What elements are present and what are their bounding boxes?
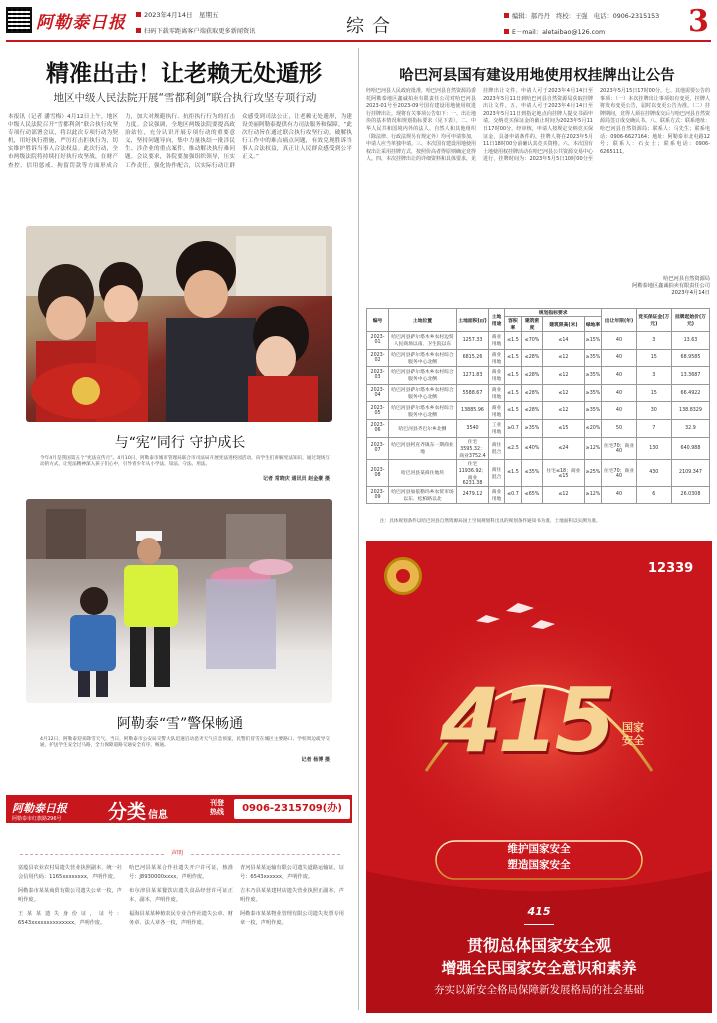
table-cell: ≤28% xyxy=(521,402,542,420)
table-cell: 2109.347 xyxy=(671,459,709,486)
table-cell: 66.4922 xyxy=(671,384,709,402)
notice-item: 阿勒泰市某某物业管理有限公司遗失发票专用章一枚，声明作废。 xyxy=(240,911,344,926)
table-row xyxy=(367,384,710,402)
table-cell: 1271.83 xyxy=(457,367,489,385)
ad-mini-badge: 415 xyxy=(524,905,554,925)
table-cell: 住宅≤18；商业≤15 xyxy=(543,459,585,486)
table-cell: 哈巴河县阿克齐镇东一期商业地 xyxy=(389,437,457,459)
table-cell: 15 xyxy=(636,349,671,367)
ad-big-number: 415 xyxy=(440,669,612,772)
ad-hotline-badge: 12339 xyxy=(648,561,694,576)
table-cell: ≤12 xyxy=(543,349,585,367)
table-cell: ≤12 xyxy=(543,486,585,504)
table-header: 出让年限(年) xyxy=(602,309,636,332)
table-cell: 7 xyxy=(636,419,671,437)
table-cell: 2023-06 xyxy=(367,419,389,437)
notice-title: 哈巴河县国有建设用地使用权挂牌出让公告 xyxy=(399,68,675,84)
table-cell: ≤12 xyxy=(543,384,585,402)
table-cell: ≤1.5 xyxy=(505,367,522,385)
security-day-ad xyxy=(366,541,712,1013)
table-cell: 商业用地 xyxy=(489,367,505,385)
ad-side-label: 国家安全 xyxy=(622,721,644,747)
table-cell: ≥25% xyxy=(584,459,602,486)
land-table-body xyxy=(367,332,710,504)
table-group-header: 规划指标要求 xyxy=(505,309,602,317)
table-header: 竞买保证金(万元) xyxy=(636,309,671,332)
notice-signature: 哈巴河县自然资源局 阿勒泰地区鑫诚拍卖有限责任公司 2023年4月14日 xyxy=(632,276,710,296)
square-icon xyxy=(504,13,509,18)
table-cell: 1257.33 xyxy=(457,332,489,350)
table-cell: 5588.67 xyxy=(457,384,489,402)
story1-credit: 记者 常晓庆 通讯员 赵金豪 摄 xyxy=(263,476,330,482)
table-cell: 40 xyxy=(602,384,636,402)
table-row xyxy=(367,486,710,504)
ad-slogan: 维护国家安全 塑造国家安全 xyxy=(507,843,571,871)
table-cell: ≤1.5 xyxy=(505,459,522,486)
table-cell: 26.0308 xyxy=(671,486,709,504)
table-cell: 哈巴河县某商住地块 xyxy=(389,459,457,486)
table-cell: 138.8329 xyxy=(671,402,709,420)
square-icon xyxy=(136,28,141,33)
table-cell: ≤2.5 xyxy=(505,437,522,459)
table-cell: ≤24 xyxy=(543,437,585,459)
table-cell: ≥12% xyxy=(584,437,602,459)
table-cell: 3540 xyxy=(457,419,489,437)
table-cell: 哈巴河县齐巴尔乡北侧 xyxy=(389,419,457,437)
table-row xyxy=(367,402,710,420)
table-cell: 商业用地 xyxy=(489,384,505,402)
table-cell: ≤40% xyxy=(521,437,542,459)
snow-scene xyxy=(26,499,332,703)
notice-item: 福海县某某种植农民专业合作社遗失公章、财务章、法人章各一枚，声明作废。 xyxy=(129,911,233,926)
table-cell: 430 xyxy=(636,459,671,486)
table-cell: 商住混合 xyxy=(489,459,505,486)
table-cell: ≤35% xyxy=(521,459,542,486)
table-row xyxy=(367,437,710,459)
table-header: 土地位置 xyxy=(389,309,457,332)
table-cell: ≤12 xyxy=(543,367,585,385)
table-cell: 住宅3595.32；商业3752.4 xyxy=(457,437,489,459)
photo-constitution-class xyxy=(26,226,332,422)
ad-headline-3: 夯实以新安全格局保障新发展格局的社会基础 xyxy=(434,984,644,996)
lead-body: 本报讯（记者 潘雪梅）4月12日上午，地区中级人民法院召开“雪都利剑”联合执行攻坚专项行动部署会议，将以此次专项行动为契机，用好执行措施，严厉打击拒执行为，切实维护胜诉当事人合法权益。此次行动，全市两级法院将持续打好执行攻坚战，在财产查控、信用惩戒、拘留罚款等方面形成合力，加大对规避执行、抗拒执行行为的打击力度。会议强调，全地区两级法院要提高政治站位，充分认识开展专项行动的重要意义，坚持问题导向，集中力量执结一批涉民生、涉企业的重点案件，推动解决执行难问题。会议要求，各院要加强组织领导，压实工作责任，强化协作配合，以实际行动让群众感受到司法公正，让老赖无处遁形，为建设美丽阿勒泰提供有力司法服务和保障。“此次行动旨在通过联合执行攻坚行动，破解执行工作中的难点痛点问题，有效兑现胜诉当事人合法权益，真正让人民群众感受到公平正义。” xyxy=(8,114,352,169)
table-cell: ≤12 xyxy=(543,402,585,420)
table-cell: 2023-07 xyxy=(367,437,389,459)
classroom-scene xyxy=(26,226,332,422)
notice-item: 富蕴县农业农村局遗失营业执照副本，统一社会信用代码：1165xxxxxxxx，声明作废。 xyxy=(18,865,122,880)
table-cell: 15 xyxy=(636,384,671,402)
hotline-phone: 0906-2315709(办) xyxy=(234,799,350,819)
table-header: 绿地率 xyxy=(584,317,602,332)
story1-title: 与“宪”同行 守护成长 xyxy=(114,435,246,451)
table-cell: 哈巴河县萨尔塔木乡农村综合服务中心北侧 xyxy=(389,402,457,420)
table-cell: 2479.12 xyxy=(457,486,489,504)
table-cell: ≤0.7 xyxy=(505,486,522,504)
table-cell: ≤28% xyxy=(521,349,542,367)
table-cell: 32.9 xyxy=(671,419,709,437)
qr-code xyxy=(6,7,32,33)
table-header: 土地用途 xyxy=(489,309,505,332)
photo-snow-traffic-police xyxy=(26,499,332,703)
table-cell: 2023-03 xyxy=(367,367,389,385)
table-cell: ≤1.5 xyxy=(505,332,522,350)
classified-notices xyxy=(18,864,344,1004)
table-header: 建筑限高(米) xyxy=(543,317,585,332)
table-cell: ≤1.5 xyxy=(505,402,522,420)
qr-note: 扫码下载零距离客户端获取更多新闻资讯 xyxy=(136,26,255,35)
square-icon xyxy=(504,29,509,34)
table-cell: 68.9585 xyxy=(671,349,709,367)
table-header: 土地面积(㎡) xyxy=(457,309,489,332)
table-cell: 30 xyxy=(636,402,671,420)
table-header: 挂牌起始价(万元) xyxy=(671,309,709,332)
table-cell: ≤28% xyxy=(521,367,542,385)
email-line: E－mail：aletaibao@126.com xyxy=(504,27,605,36)
table-cell: ≥35% xyxy=(584,384,602,402)
story2-title: 阿勒泰“雪”警保畅通 xyxy=(116,716,244,732)
table-cell: 哈巴河县萨尔塔木乡农村综合服务中心北侧 xyxy=(389,349,457,367)
table-row xyxy=(367,349,710,367)
table-cell: ≤1.5 xyxy=(505,349,522,367)
story2-caption: 4月12日，阿勒泰迎来降雪天气。当日，阿勒泰市公安局交警大队迅速启动恶劣天气应急预案，民警们冒雪在城区主要路口、学校周边疏导交通，护送学生安全过马路，全力保障道路交通安全有序、畅通。 xyxy=(40,737,330,749)
table-cell: 商业用地 xyxy=(489,402,505,420)
table-cell: ≥15% xyxy=(584,332,602,350)
story2-credit: 记者 杨博 摄 xyxy=(301,757,330,763)
notice-item: 阿勒泰市某某商贸有限公司遗失公章一枚，声明作废。 xyxy=(18,888,122,903)
lead-headline: 精准出击！让老赖无处遁形 xyxy=(46,60,322,87)
story1-caption: 今年4月是我国第五个“宪法宣传月”。4月10日，阿勒泰市城市管理局联合市司法局开展宪法进校园活动，向学生们讲解宪法知识，通过现场互动的方式，让宪法精神深入孩子们心中，引导青少年从小学法、知法、守法、用法。 xyxy=(40,456,330,468)
table-cell: 40 xyxy=(602,367,636,385)
table-cell: ≥35% xyxy=(521,419,542,437)
table-header: 容积率 xyxy=(505,317,522,332)
table-cell: 130 xyxy=(636,437,671,459)
table-cell: ≤1.5 xyxy=(505,384,522,402)
table-cell: 商业用地 xyxy=(489,486,505,504)
table-cell: ≥35% xyxy=(584,367,602,385)
editor-line: 编辑：郝丹丹 终校：王强 电话：0906-2315153 xyxy=(504,11,659,20)
section-title: 综合 xyxy=(346,16,398,37)
table-row xyxy=(367,459,710,486)
notice-item: 哈巴河县某某合作社遗失开户许可证，核准号：J8930000xxxx，声明作废。 xyxy=(129,865,233,880)
table-cell: 商业用地 xyxy=(489,349,505,367)
table-header: 建筑密度 xyxy=(521,317,542,332)
table-cell: 住宅70；商业40 xyxy=(602,459,636,486)
table-cell: 商业用地 xyxy=(489,332,505,350)
table-cell: 哈巴河县加依勒玛乡农贸市场以东、松柏路以北 xyxy=(389,486,457,504)
table-cell: 2023-05 xyxy=(367,402,389,420)
notice-body: 经哈巴河县人民政府批准，哈巴河县自然资源局委托阿勒泰地区鑫诚拍卖有限责任公司对哈巴河县2023-01号至2023-09号国有建设用地使用权进行挂牌出让。现将有关事项公告如下：一、出让地块的基本情况和规划指标要求（见下表）。二、中华人民共和国境内外的法人、自然人和其他组织（除法律、行政法规另有规定外）均可申请参加，申请人应当单独申请。三、本次国有建设用地使用权出让采用挂牌方式，按照价高者得原则确定竞得人。四、本次挂牌出让的详细资料和具体要求，见挂牌出让文件。申请人可于2023年4月14日至2023年5月11日到哈巴河县自然资源局获取挂牌出让文件。五、申请人可于2023年4月14日至2023年5月11日到指定地点向挂牌人提交书面申请。交纳竞买保证金的截止时间为2023年5月11日17时00分。经审核，申请人按规定交纳竞买保证金，具备申请条件的，挂牌人将在2023年5月11日18时00分前确认其竞买资格。六、本次国有土地使用权挂牌活动在哈巴河县公共资源交易中心进行，挂牌时间为：2023年5月5日10时00分至2023年5月15日17时00分。七、其他需要公告的事项：（一）本次挂牌出让事项如有变更，挂牌人将发布变更公告，届时以变更公告为准。（二）挂牌期间，竞得人须在挂牌成交后与哈巴河县自然资源局签订成交确认书。八、联系方式：联系地址：哈巴河县自然资源局；联系人：马先生；联系电话：0906-6627164；地址：阿勒泰市北屯路12号；联系人：石女士；联系电话：0906-6265111。 xyxy=(366,88,711,163)
land-table xyxy=(366,308,710,504)
table-cell: 40 xyxy=(602,349,636,367)
table-cell: 住宅70；商业40 xyxy=(602,437,636,459)
notice-item: 吉木乃县某某建材店遗失营业执照正副本，声明作废。 xyxy=(240,888,344,903)
table-cell: 40 xyxy=(602,402,636,420)
classifieds-brand: 阿勒泰日报 xyxy=(12,802,67,815)
table-cell: ≥35% xyxy=(584,349,602,367)
lead-subhead: 地区中级人民法院开展“雪都利剑”联合执行攻坚专项行动 xyxy=(53,92,317,104)
ad-emblem-icon xyxy=(384,557,422,595)
table-cell: ≤15 xyxy=(543,419,585,437)
table-cell: 13885.96 xyxy=(457,402,489,420)
notice-item: 青河县某某运输有限公司遗失道路运输证，证号：6543xxxxxx，声明作废。 xyxy=(240,865,344,880)
table-cell: 13.63 xyxy=(671,332,709,350)
table-cell: 2023-02 xyxy=(367,349,389,367)
notice-item: 布尔津县某某餐饮店遗失食品经营许可证正本、副本，声明作废。 xyxy=(129,888,233,903)
hotline-label: 刊登 热线 xyxy=(210,799,224,816)
table-row xyxy=(367,367,710,385)
table-cell: 640.988 xyxy=(671,437,709,459)
table-cell: 商住混合 xyxy=(489,437,505,459)
table-cell: 40 xyxy=(602,486,636,504)
table-cell: 哈巴河县萨尔塔木乡农村综合服务中心北侧 xyxy=(389,384,457,402)
table-cell: ≥12% xyxy=(584,486,602,504)
column-divider xyxy=(358,48,359,1010)
table-cell: ≤28% xyxy=(521,384,542,402)
ad-headline-1: 贯彻总体国家安全观 xyxy=(466,936,611,955)
page-number: 3 xyxy=(688,4,709,39)
table-cell: ≤14 xyxy=(543,332,585,350)
table-cell: 2023-09 xyxy=(367,486,389,504)
table-footnote: 注：具体规划条件以哈巴河县自然资源局国土空间规划科出具的规划条件通知书为准，土地面积以实测为准。 xyxy=(380,519,601,524)
classifieds-title: 分类 信息 xyxy=(108,801,169,823)
table-cell: 2023-01 xyxy=(367,332,389,350)
table-cell: 6815.26 xyxy=(457,349,489,367)
table-cell: ≥35% xyxy=(584,402,602,420)
declare-label: 声明 xyxy=(165,848,189,857)
table-cell: 哈巴河县萨尔塔木乡农村综合服务中心北侧 xyxy=(389,367,457,385)
table-cell: 2023-08 xyxy=(367,459,389,486)
table-cell: ≥0.7 xyxy=(505,419,522,437)
table-header: 编号 xyxy=(367,309,389,332)
table-cell: 哈巴河县萨尔塔木乡农村边贸人民商场以南、卫生院以东 xyxy=(389,332,457,350)
issue-date: 2023年4月14日 星期五 xyxy=(136,10,218,19)
table-row xyxy=(367,332,710,350)
table-row xyxy=(367,419,710,437)
table-cell: ≤65% xyxy=(521,486,542,504)
classifieds-address: 阿勒泰市红旗路296号 xyxy=(12,816,62,822)
table-cell: 3 xyxy=(636,332,671,350)
table-cell: 2023-04 xyxy=(367,384,389,402)
table-cell: 50 xyxy=(602,419,636,437)
table-cell: ≤70% xyxy=(521,332,542,350)
table-cell: ≤20% xyxy=(584,419,602,437)
table-cell: 40 xyxy=(602,332,636,350)
table-cell: 3 xyxy=(636,367,671,385)
table-cell: 13.3687 xyxy=(671,367,709,385)
notice-item: 王某某遗失身份证，证号：6543xxxxxxxxxxxxxx，声明作废。 xyxy=(18,911,122,926)
table-cell: 住宅11936.92；商业6231.38 xyxy=(457,459,489,486)
square-icon xyxy=(136,12,141,17)
masthead-logo: 阿勒泰日报 xyxy=(36,13,126,33)
land-table-wrap xyxy=(366,308,710,504)
table-cell: 工业用地 xyxy=(489,419,505,437)
ad-headline-2: 增强全民国家安全意识和素养 xyxy=(441,959,637,977)
header-rule xyxy=(6,40,711,42)
table-cell: 6 xyxy=(636,486,671,504)
